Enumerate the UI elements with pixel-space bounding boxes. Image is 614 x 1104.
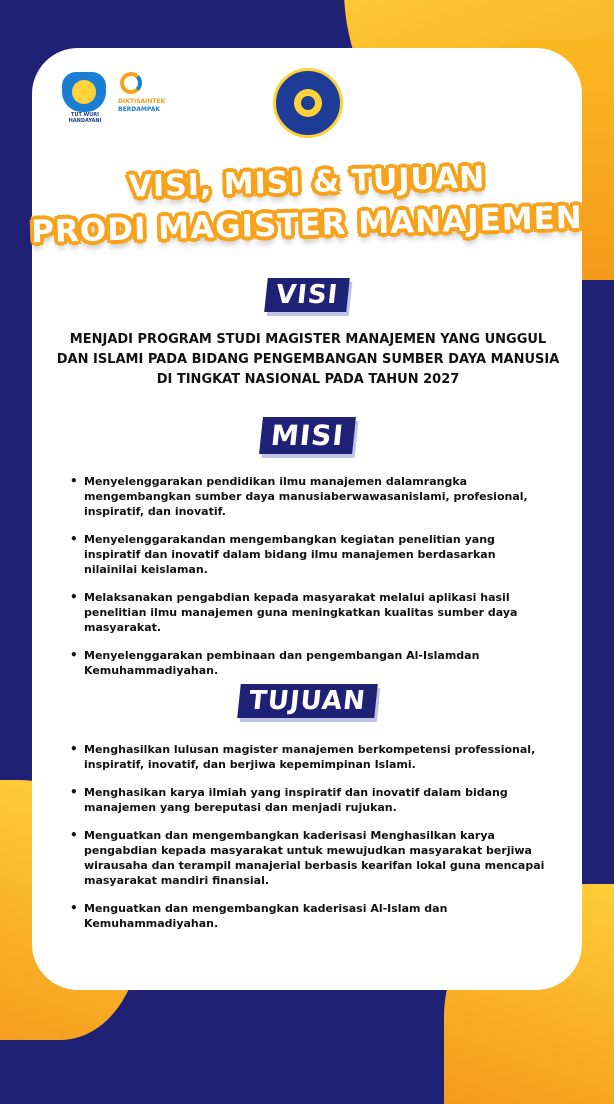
diktisaintek-label-line2: BERDAMPAK <box>118 106 161 113</box>
visi-heading-text: VISI <box>264 278 350 312</box>
misi-item: • Menyelenggarakan pendidikan ilmu manajemen dalamrangka mengembangkan sumber daya manusiaberwawasanislami, profesional, inspiratif, dan inovatif. <box>66 474 546 519</box>
page-title-line1: VISI, MISI & TUJUAN <box>128 160 486 205</box>
tujuan-item: • Menghasikan karya ilmiah yang inspiratif dan inovatif dalam bidang manajemen yang bereputasi dan menjadi rujukan. <box>66 785 546 815</box>
diktisaintek-label <box>118 98 178 114</box>
tujuan-heading-text: TUJUAN <box>237 684 377 718</box>
tujuan-heading <box>0 684 614 718</box>
university-seal-logo <box>273 68 343 138</box>
misi-item: • Menyelenggarakandan mengembangkan kegiatan penelitian yang inspiratif dan inovatif dalam bidang ilmu manajemen berdasarkan nilainilai keislaman. <box>66 532 546 577</box>
page-title-line2: PRODI MAGISTER MANAJEMEN <box>30 199 584 251</box>
misi-heading-text: MISI <box>259 417 356 454</box>
visi-heading <box>0 278 614 312</box>
diktisaintek-logo <box>120 72 142 94</box>
misi-list <box>66 474 546 691</box>
tujuan-item: • Menguatkan dan mengembangkan kaderisasi Menghasilkan karya pengabdian kepada masyarakat untuk mewujudkan masyarakat berjiwa wirausaha dan terampil manajerial berbasis kearifan lokal guna mencapai masyarakat mandiri finansial. <box>66 828 546 888</box>
visi-statement: MENJADI PROGRAM STUDI MAGISTER MANAJEMEN YANG UNGGUL DAN ISLAMI PADA BIDANG PENGEMBANGAN SUMBER DAYA MANUSIA DI TINGKAT NASIONAL PADA TAHUN 2027 <box>56 332 560 387</box>
tut-wuri-label: TUT WURI HANDAYANI <box>68 112 102 124</box>
tut-wuri-logo <box>62 72 106 112</box>
misi-item: • Melaksanakan pengabdian kepada masyarakat melalui aplikasi hasil penelitian ilmu manajemen guna meningkatkan kualitas sumber daya masyarakat. <box>66 590 546 635</box>
misi-item: • Menyelenggarakan pembinaan dan pengembangan Al-Islamdan Kemuhammadiyahan. <box>66 648 546 678</box>
tujuan-item: • Menghasilkan lulusan magister manajemen berkompetensi professional, inspiratif, inovatif, dan berjiwa kepemimpinan Islami. <box>66 742 546 772</box>
tujuan-item: • Menguatkan dan mengembangkan kaderisasi Al-Islam dan Kemuhammadiyahan. <box>66 901 546 931</box>
tujuan-list <box>66 742 546 944</box>
misi-heading <box>0 417 614 454</box>
diktisaintek-label-line1: DIKTISAINTEK <box>118 98 166 105</box>
